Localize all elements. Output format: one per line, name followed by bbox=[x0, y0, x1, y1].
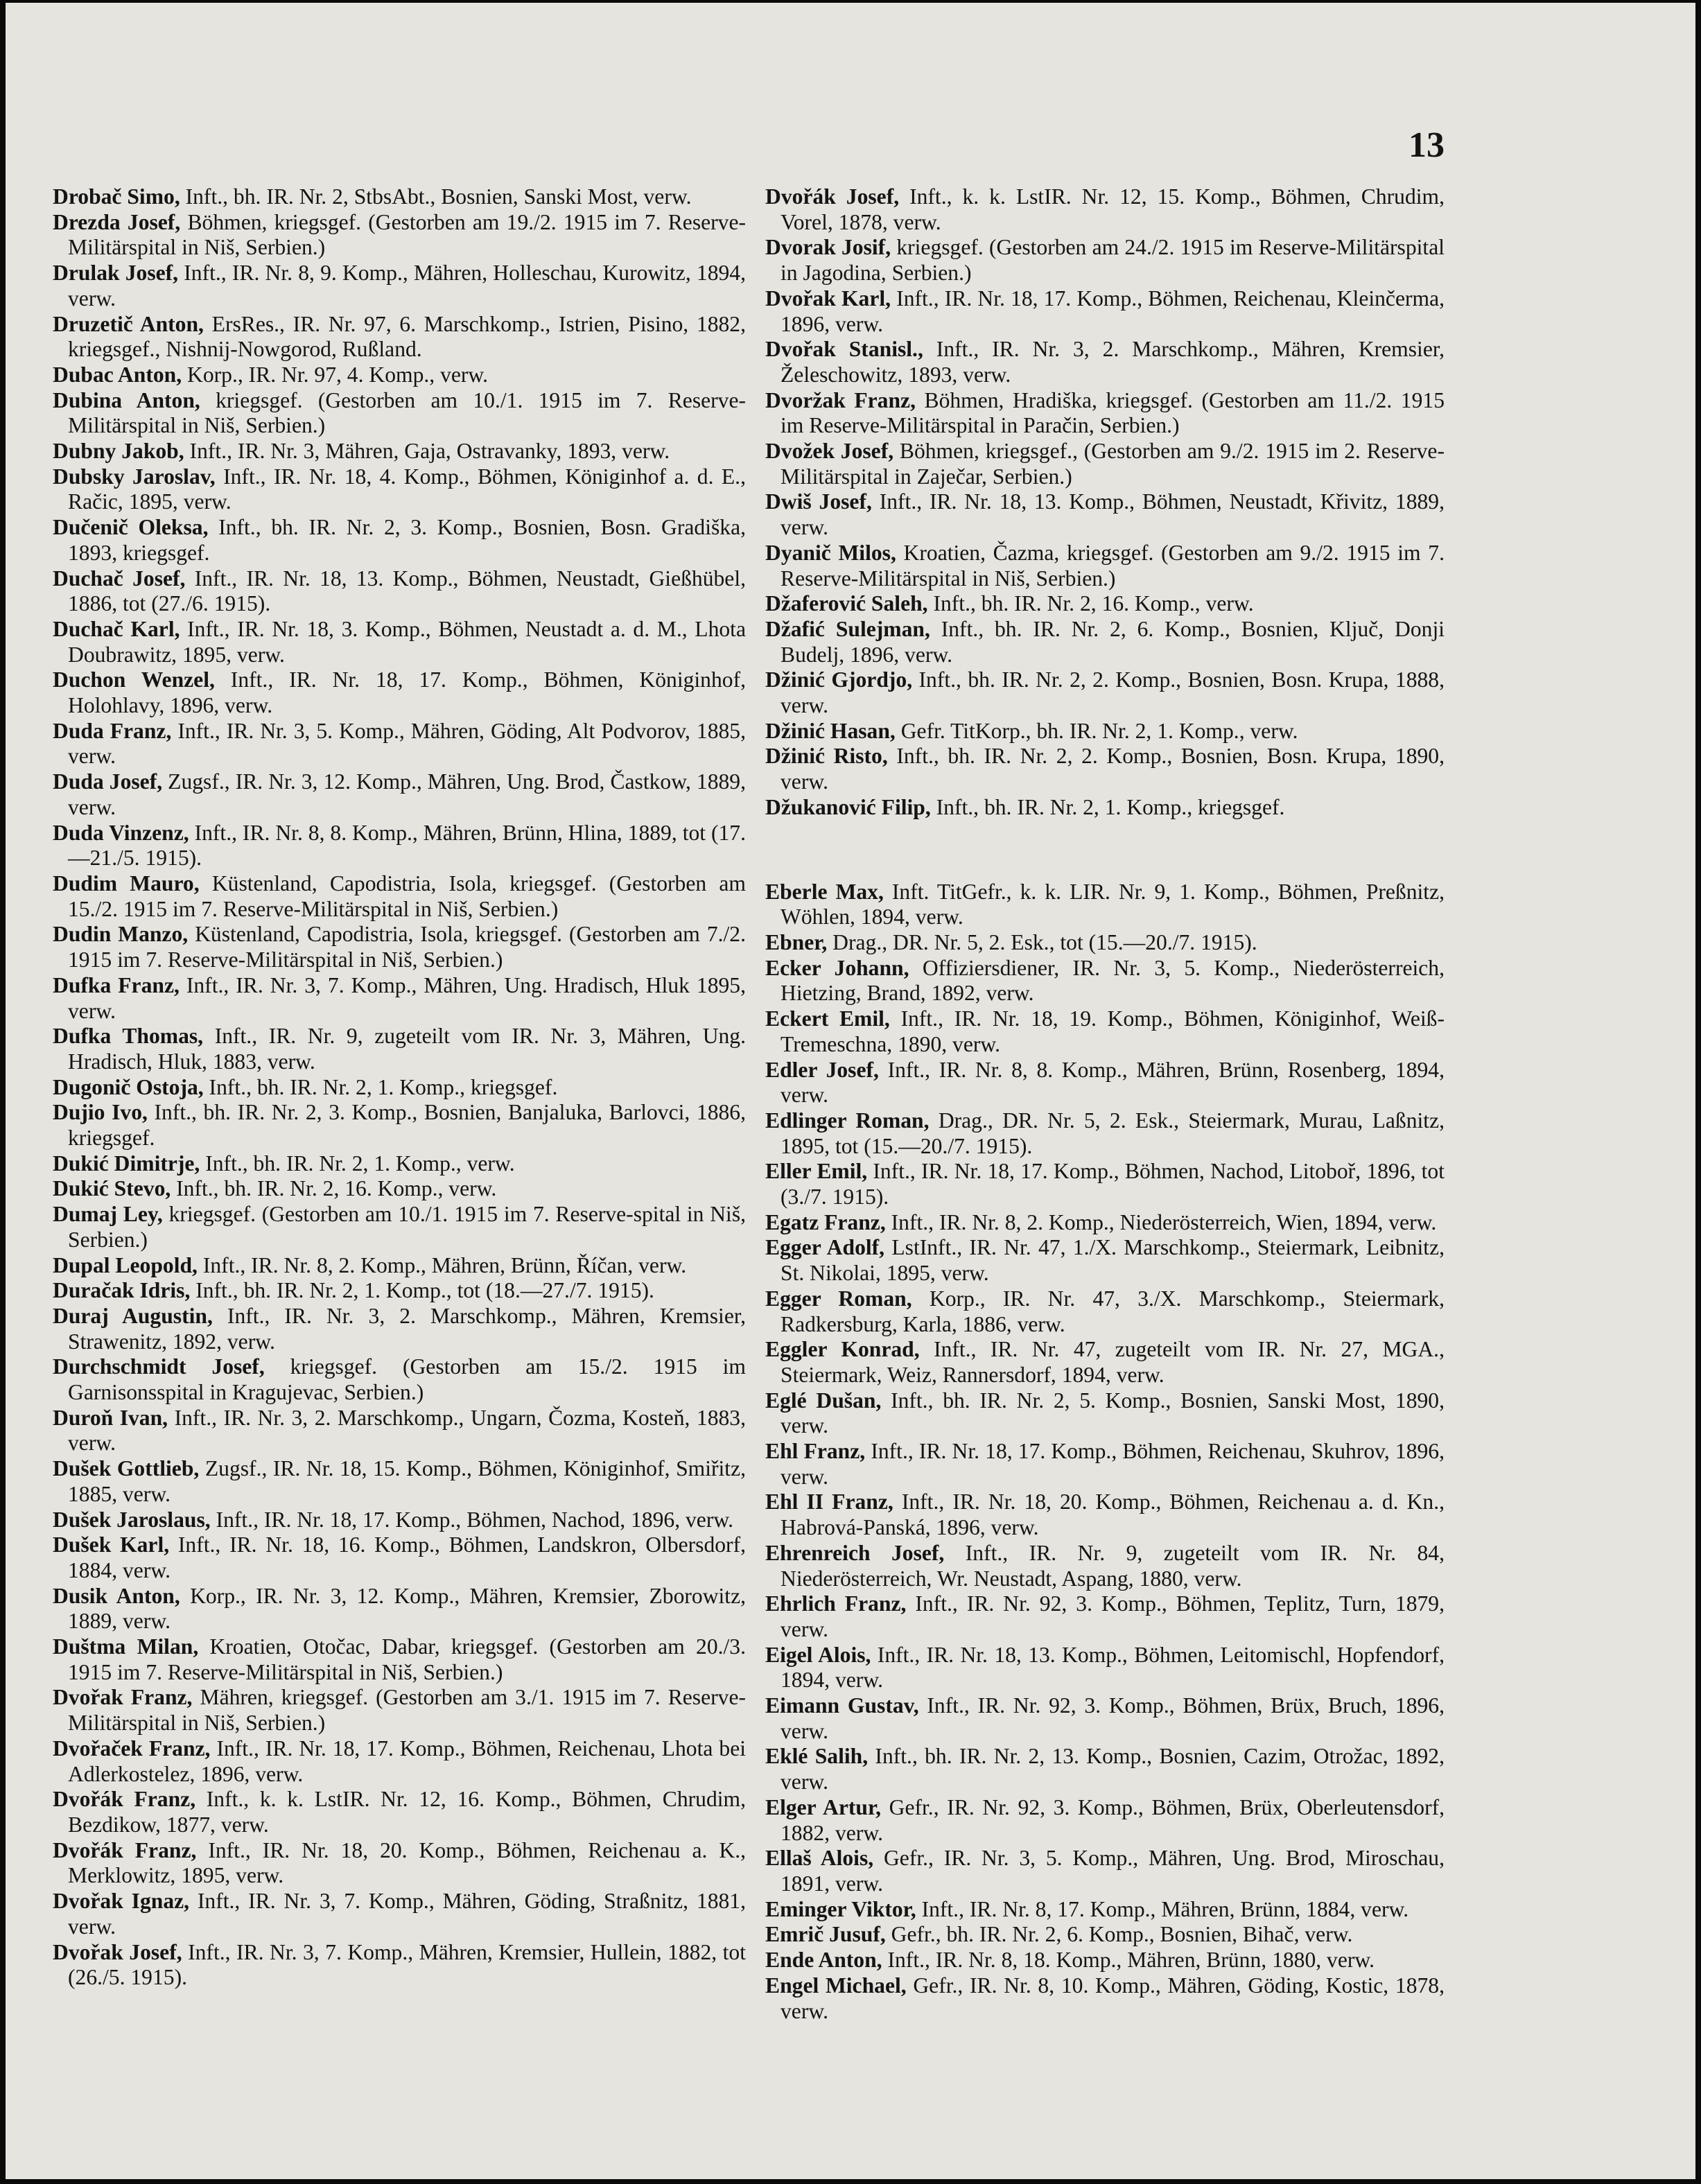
register-entry bbox=[765, 1693, 1445, 1744]
entry-details: Inft., IR. Nr. 18, 17. Komp., Böhmen, Königinhof, Holohlavy, 1896, verw. bbox=[68, 667, 746, 718]
entry-details: Inft., IR. Nr. 3, 2. Marschkomp., Mähren, Kremsier, Strawenitz, 1892, verw. bbox=[68, 1303, 747, 1354]
entry-name: Duchač Josef, bbox=[53, 566, 186, 591]
entry-details: Inft., IR. Nr. 18, 17. Komp., Böhmen, Reichenau, Skuhrov, 1896, verw. bbox=[780, 1439, 1445, 1489]
entry-details: Inft., IR. Nr. 92, 3. Komp., Böhmen, Brüx, Bruch, 1896, verw. bbox=[780, 1693, 1445, 1743]
entry-details: Inft., IR. Nr. 8, 18. Komp., Mähren, Brünn, 1880, verw. bbox=[882, 1948, 1375, 1973]
entry-name: Eckert Emil, bbox=[765, 1006, 890, 1031]
entry-details: Inft., IR. Nr. 8, 8. Komp., Mähren, Brünn, Rosenberg, 1894, verw. bbox=[780, 1057, 1445, 1108]
entry-details: Böhmen, Hradiška, kriegsgef. (Gestorben am 11./2. 1915 im Reserve-Militärspital in Paračin, Serbien.) bbox=[780, 387, 1445, 438]
entry-name: Durchschmidt Josef, bbox=[53, 1354, 265, 1379]
entry-name: Elger Artur, bbox=[765, 1794, 881, 1819]
register-entry bbox=[53, 667, 746, 718]
register-entry bbox=[53, 1202, 746, 1252]
entry-details: Inft., bh. IR. Nr. 2, StbsAbt., Bosnien, Sanski Most, verw. bbox=[180, 184, 692, 209]
entry-details: Inft., k. k. LstIR. Nr. 12, 16. Komp., Böhmen, Chrudim, Bezdikow, 1877, verw. bbox=[68, 1787, 746, 1837]
entry-name: Edlinger Roman, bbox=[765, 1108, 930, 1133]
register-entry bbox=[53, 922, 746, 972]
entry-name: Dyanič Milos, bbox=[765, 540, 896, 565]
register-entry bbox=[765, 235, 1445, 286]
entry-details: Inft., IR. Nr. 8, 8. Komp., Mähren, Brünn, Hlina, 1889, tot (17.—21./5. 1915). bbox=[68, 820, 746, 871]
register-entry bbox=[53, 1787, 746, 1837]
register-entry bbox=[765, 1337, 1445, 1388]
entry-details: kriegsgef. (Gestorben am 10./1. 1915 im 7. Reserve-spital in Niš, Serbien.) bbox=[68, 1202, 747, 1252]
entry-details: Inft., IR. Nr. 3, 7. Komp., Mähren, Kremsier, Hullein, 1882, tot (26./5. 1915). bbox=[68, 1939, 747, 1990]
register-entry bbox=[53, 1100, 746, 1151]
register-entry bbox=[53, 1532, 746, 1583]
entry-name: Duraj Augustin, bbox=[53, 1303, 213, 1328]
right-column-d-section bbox=[765, 184, 1445, 821]
register-entry bbox=[765, 744, 1445, 794]
entry-details: Inft., IR. Nr. 18, 13. Komp., Böhmen, Neustadt, Gießhübel, 1886, tot (27./6. 1915). bbox=[68, 566, 746, 616]
entry-details: Inft., bh. IR. Nr. 2, 5. Komp., Bosnien, Sanski Most, 1890, verw. bbox=[780, 1388, 1445, 1438]
entry-details: Inft., IR. Nr. 3, 7. Komp., Mähren, Ung. Hradisch, Hluk 1895, verw. bbox=[68, 972, 746, 1023]
entry-name: Dučenič Oleksa, bbox=[53, 515, 209, 540]
entry-details: Inft., IR. Nr. 18, 17. Komp., Böhmen, Nachod, 1896, verw. bbox=[210, 1507, 734, 1532]
entry-details: Inft., bh. IR. Nr. 2, 6. Komp., Bosnien, Ključ, Donji Budelj, 1896, verw. bbox=[780, 616, 1445, 667]
entry-name: Dvořak Karl, bbox=[765, 286, 891, 311]
entry-details: Inft., IR. Nr. 3, 2. Marschkomp., Ungarn, Čozma, Kosteň, 1883, verw. bbox=[68, 1405, 746, 1456]
entry-details: Inft., IR. Nr. 18, 20. Komp., Böhmen, Reichenau a. d. Kn., Habrová-Panská, 1896, verw. bbox=[780, 1490, 1445, 1540]
register-entry bbox=[53, 1838, 746, 1889]
entry-name: Džukanović Filip, bbox=[765, 794, 931, 819]
register-entry bbox=[765, 1897, 1445, 1923]
entry-details: Küstenland, Capodistria, Isola, kriegsgef. (Gestorben am 7./2. 1915 im 7. Reserve-Militärspital in Niš, Serbien.) bbox=[68, 922, 746, 972]
register-entry bbox=[765, 1490, 1445, 1540]
entry-name: Dupal Leopold, bbox=[53, 1252, 198, 1277]
entry-name: Dwiš Josef, bbox=[765, 489, 872, 514]
entry-details: Inft., bh. IR. Nr. 2, 1. Komp., kriegsgef. bbox=[203, 1074, 558, 1099]
register-entry bbox=[765, 1922, 1445, 1948]
entry-name: Dušek Karl, bbox=[53, 1532, 170, 1557]
entry-name: Eller Emil, bbox=[765, 1159, 868, 1184]
register-entry bbox=[765, 617, 1445, 667]
entry-name: Dušek Jaroslaus, bbox=[53, 1507, 211, 1532]
entry-details: Inft., IR. Nr. 8, 17. Komp., Mähren, Brünn, 1884, verw. bbox=[916, 1896, 1409, 1921]
register-entry bbox=[765, 1108, 1445, 1159]
entry-name: Ellaš Alois, bbox=[765, 1846, 874, 1871]
entry-details: Inft., IR. Nr. 3, 5. Komp., Mähren, Göding, Alt Podvorov, 1885, verw. bbox=[68, 718, 747, 769]
register-entry bbox=[765, 1286, 1445, 1337]
register-entry bbox=[53, 566, 746, 617]
entry-details: Inft., bh. IR. Nr. 2, 1. Komp., verw. bbox=[200, 1151, 515, 1176]
entry-name: Druzetič Anton, bbox=[53, 311, 204, 336]
register-entry bbox=[765, 1388, 1445, 1439]
left-column bbox=[53, 184, 746, 1991]
entry-name: Edler Josef, bbox=[765, 1057, 879, 1082]
entry-name: Dubsky Jaroslav, bbox=[53, 464, 216, 489]
register-entry bbox=[53, 1685, 746, 1736]
register-entry bbox=[53, 439, 746, 464]
register-entry bbox=[53, 1456, 746, 1507]
entry-details: Kroatien, Otočac, Dabar, kriegsgef. (Gestorben am 20./3. 1915 im 7. Reserve-Militärspital in Niš, Serbien.) bbox=[68, 1634, 746, 1684]
entry-name: Eklé Salih, bbox=[765, 1744, 869, 1769]
entry-name: Dvožek Josef, bbox=[765, 439, 894, 464]
register-entry bbox=[53, 1584, 746, 1634]
entry-details: kriegsgef. (Gestorben am 24./2. 1915 im Reserve-Militärspital in Jagodina, Serbien.) bbox=[780, 235, 1445, 286]
register-entry bbox=[53, 515, 746, 566]
entry-name: Ehrenreich Josef, bbox=[765, 1540, 945, 1565]
entry-details: Mähren, kriegsgef. (Gestorben am 3./1. 1915 im 7. Reserve-Militärspital in Niš, Serbien.) bbox=[68, 1685, 746, 1736]
entry-name: Egger Adolf, bbox=[765, 1235, 885, 1260]
entry-details: Inft., bh. IR. Nr. 2, 2. Komp., Bosnien, Bosn. Krupa, 1888, verw. bbox=[780, 667, 1445, 718]
entry-details: Inft., bh. IR. Nr. 2, 1. Komp., kriegsgef. bbox=[930, 794, 1285, 819]
entry-details: Inft., IR. Nr. 18, 13. Komp., Böhmen, Leitomischl, Hopfendorf, 1894, verw. bbox=[780, 1642, 1445, 1693]
register-entry bbox=[53, 719, 746, 769]
entry-details: Kroatien, Čazma, kriegsgef. (Gestorben am 9./2. 1915 im 7. Reserve-Militärspital in Niš, Serbien.) bbox=[780, 540, 1445, 591]
register-entry bbox=[53, 1024, 746, 1074]
entry-details: Inft., IR. Nr. 18, 17. Komp., Böhmen, Reichenau, Lhota bei Adlerkostelez, 1896, verw. bbox=[68, 1736, 746, 1786]
register-entry bbox=[53, 1889, 746, 1939]
register-entry bbox=[765, 541, 1445, 591]
entry-details: Inft., IR. Nr. 8, 9. Komp., Mähren, Holleschau, Kurowitz, 1894, verw. bbox=[68, 261, 746, 311]
entry-details: Inft., IR. Nr. 8, 2. Komp., Mähren, Brünn, Říčan, verw. bbox=[197, 1252, 687, 1277]
entry-name: Eberle Max, bbox=[765, 879, 884, 904]
register-entry bbox=[53, 1508, 746, 1533]
entry-name: Ecker Johann, bbox=[765, 955, 909, 980]
register-entry bbox=[765, 1795, 1445, 1846]
register-entry bbox=[765, 591, 1445, 617]
register-entry bbox=[53, 1253, 746, 1279]
entry-name: Ehrlich Franz, bbox=[765, 1591, 907, 1616]
entry-details: Offiziersdiener, IR. Nr. 3, 5. Komp., Niederösterreich, Hietzing, Brand, 1892, verw. bbox=[780, 955, 1445, 1006]
document-page bbox=[6, 3, 1695, 2179]
register-entry bbox=[765, 930, 1445, 956]
entry-details: Drag., DR. Nr. 5, 2. Esk., tot (15.—20./7. 1915). bbox=[827, 929, 1257, 954]
entry-details: Inft., bh. IR. Nr. 2, 16. Komp., verw. bbox=[171, 1176, 497, 1201]
register-entry bbox=[53, 1278, 746, 1304]
entry-details: Gefr., IR. Nr. 92, 3. Komp., Böhmen, Brüx, Oberleutensdorf, 1882, verw. bbox=[780, 1794, 1445, 1845]
entry-name: Dudim Mauro, bbox=[53, 871, 200, 896]
entry-details: Böhmen, kriegsgef. (Gestorben am 19./2. 1915 im 7. Reserve-Militärspital in Niš, Serbien.) bbox=[68, 209, 746, 260]
entry-details: Inft., IR. Nr. 18, 19. Komp., Böhmen, Königinhof, Weiß-Tremeschna, 1890, verw. bbox=[780, 1006, 1445, 1056]
register-entry bbox=[53, 821, 746, 871]
entry-details: Gefr. TitKorp., bh. IR. Nr. 2, 1. Komp., verw. bbox=[895, 718, 1298, 743]
entry-name: Engel Michael, bbox=[765, 1973, 907, 1998]
register-entry bbox=[765, 1846, 1445, 1896]
register-entry bbox=[53, 1304, 746, 1354]
entry-details: Inft., bh. IR. Nr. 2, 13. Komp., Bosnien, Cazim, Otrožac, 1892, verw. bbox=[780, 1744, 1445, 1794]
entry-name: Džaferović Saleh, bbox=[765, 591, 928, 616]
entry-name: Dvořaček Franz, bbox=[53, 1736, 211, 1761]
entry-name: Egatz Franz, bbox=[765, 1209, 886, 1234]
entry-name: Duračak Idris, bbox=[53, 1278, 191, 1303]
register-entry bbox=[53, 1406, 746, 1456]
entry-name: Dvoržak Franz, bbox=[765, 387, 916, 412]
register-entry bbox=[765, 1159, 1445, 1209]
section-gap bbox=[765, 821, 1445, 880]
register-entry bbox=[765, 1744, 1445, 1794]
register-entry bbox=[765, 1210, 1445, 1236]
register-entry bbox=[53, 312, 746, 362]
entry-name: Dvorak Josif, bbox=[765, 235, 891, 260]
entry-name: Dubny Jakob, bbox=[53, 439, 184, 464]
page-number: 13 bbox=[1408, 125, 1445, 165]
entry-name: Eimann Gustav, bbox=[765, 1693, 919, 1718]
right-column bbox=[765, 184, 1445, 2024]
entry-details: Inft., bh. IR. Nr. 2, 3. Komp., Bosnien, Bosn. Gradiška, 1893, kriegsgef. bbox=[68, 515, 747, 565]
register-entry bbox=[53, 362, 746, 388]
register-entry bbox=[53, 388, 746, 439]
entry-name: Dvořák Franz, bbox=[53, 1787, 196, 1812]
register-entry bbox=[53, 973, 746, 1024]
entry-name: Duštma Milan, bbox=[53, 1634, 199, 1659]
entry-name: Egger Roman, bbox=[765, 1286, 912, 1311]
register-entry bbox=[765, 1058, 1445, 1108]
entry-name: Eminger Viktor, bbox=[765, 1896, 916, 1921]
entry-name: Dušek Gottlieb, bbox=[53, 1456, 200, 1481]
entry-details: Inft., IR. Nr. 18, 3. Komp., Böhmen, Neustadt a. d. M., Lhota Doubrawitz, 1895, verw. bbox=[68, 616, 746, 667]
entry-name: Ebner, bbox=[765, 929, 828, 954]
entry-details: Inft., IR. Nr. 9, zugeteilt vom IR. Nr. 3, Mähren, Ung. Hradisch, Hluk, 1883, verw. bbox=[68, 1024, 746, 1074]
register-entry bbox=[765, 956, 1445, 1006]
entry-name: Ehl Franz, bbox=[765, 1439, 866, 1464]
entry-name: Drobač Simo, bbox=[53, 184, 180, 209]
entry-name: Duchač Karl, bbox=[53, 616, 180, 641]
entry-name: Dudin Manzo, bbox=[53, 922, 189, 947]
entry-name: Džinić Gjordjo, bbox=[765, 667, 913, 692]
register-entry bbox=[53, 1075, 746, 1101]
entry-details: Inft. TitGefr., k. k. LIR. Nr. 9, 1. Komp., Böhmen, Preßnitz, Wöhlen, 1894, verw. bbox=[780, 879, 1445, 929]
entry-details: Zugsf., IR. Nr. 3, 12. Komp., Mähren, Ung. Brod, Častkow, 1889, verw. bbox=[68, 769, 746, 819]
register-entry bbox=[765, 1006, 1445, 1057]
entry-details: Inft., IR. Nr. 3, Mähren, Gaja, Ostravanky, 1893, verw. bbox=[184, 439, 670, 464]
entry-details: Inft., IR. Nr. 8, 2. Komp., Niederösterreich, Wien, 1894, verw. bbox=[885, 1209, 1437, 1234]
entry-details: Zugsf., IR. Nr. 18, 15. Komp., Böhmen, Königinhof, Smiřitz, 1885, verw. bbox=[68, 1456, 746, 1506]
register-entry bbox=[53, 1736, 746, 1787]
register-entry bbox=[53, 1151, 746, 1177]
entry-details: Gefr., IR. Nr. 3, 5. Komp., Mähren, Ung. Brod, Miroschau, 1891, verw. bbox=[780, 1846, 1445, 1896]
register-entry bbox=[53, 210, 746, 261]
entry-name: Dubac Anton, bbox=[53, 362, 182, 387]
entry-name: Dvořak Ignaz, bbox=[53, 1889, 190, 1914]
entry-details: ErsRes., IR. Nr. 97, 6. Marschkomp., Istrien, Pisino, 1882, kriegsgef., Nishnij-Nowgorod, Rußland. bbox=[68, 311, 747, 362]
entry-details: Korp., IR. Nr. 3, 12. Komp., Mähren, Kremsier, Zborowitz, 1889, verw. bbox=[68, 1583, 746, 1634]
register-entry bbox=[765, 1439, 1445, 1490]
entry-details: Inft., IR. Nr. 18, 13. Komp., Böhmen, Neustadt, Křivitz, 1889, verw. bbox=[780, 489, 1445, 540]
entry-name: Dukić Dimitrje, bbox=[53, 1151, 200, 1176]
register-entry bbox=[765, 795, 1445, 821]
entry-name: Emrič Jusuf, bbox=[765, 1922, 886, 1947]
entry-name: Dusik Anton, bbox=[53, 1583, 180, 1608]
entry-details: Korp., IR. Nr. 97, 4. Komp., verw. bbox=[182, 362, 489, 387]
entry-name: Džinić Hasan, bbox=[765, 718, 896, 743]
register-entry bbox=[765, 880, 1445, 930]
entry-details: Küstenland, Capodistria, Isola, kriegsgef. (Gestorben am 15./2. 1915 im 7. Reserve-Militärspital in Niš, Serbien.) bbox=[68, 871, 746, 921]
entry-name: Duchon Wenzel, bbox=[53, 667, 215, 692]
entry-details: Inft., IR. Nr. 92, 3. Komp., Böhmen, Teplitz, Turn, 1879, verw. bbox=[780, 1591, 1445, 1641]
register-entry bbox=[765, 1973, 1445, 2024]
right-column-e-section bbox=[765, 880, 1445, 2025]
entry-name: Duda Franz, bbox=[53, 718, 172, 743]
register-entry bbox=[53, 464, 746, 515]
entry-name: Dufka Franz, bbox=[53, 972, 180, 997]
entry-details: Inft., IR. Nr. 9, zugeteilt vom IR. Nr. 84, Niederösterreich, Wr. Neustadt, Aspang, 1880, verw. bbox=[780, 1540, 1445, 1591]
entry-details: Gefr., IR. Nr. 8, 10. Komp., Mähren, Göding, Kostic, 1878, verw. bbox=[780, 1973, 1445, 2023]
entry-name: Eglé Dušan, bbox=[765, 1388, 882, 1413]
entry-details: Böhmen, kriegsgef., (Gestorben am 9./2. 1915 im 2. Reserve-Militärspital in Zaječar, Serbien.) bbox=[780, 439, 1445, 489]
entry-details: Inft., k. k. LstIR. Nr. 12, 15. Komp., Böhmen, Chrudim, Vorel, 1878, verw. bbox=[780, 184, 1445, 234]
entry-details: Inft., bh. IR. Nr. 2, 1. Komp., tot (18.—27./7. 1915). bbox=[190, 1278, 654, 1303]
register-entry bbox=[53, 1176, 746, 1202]
entry-name: Dujio Ivo, bbox=[53, 1100, 148, 1125]
entry-name: Dukić Stevo, bbox=[53, 1176, 171, 1201]
entry-name: Ehl II Franz, bbox=[765, 1490, 893, 1514]
register-entry bbox=[765, 667, 1445, 718]
entry-details: Inft., IR. Nr. 18, 4. Komp., Böhmen, Königinhof a. d. E., Račic, 1895, verw. bbox=[68, 464, 746, 514]
entry-name: Džinić Risto, bbox=[765, 744, 888, 769]
entry-name: Dvořak Stanisl., bbox=[765, 337, 923, 362]
entry-details: LstInft., IR. Nr. 47, 1./X. Marschkomp., Steiermark, Leibnitz, St. Nikolai, 1895, verw. bbox=[780, 1235, 1445, 1286]
entry-name: Duroň Ivan, bbox=[53, 1405, 168, 1430]
entry-name: Dvořák Franz, bbox=[53, 1837, 197, 1862]
register-entry bbox=[53, 1940, 746, 1991]
entry-details: kriegsgef. (Gestorben am 10./1. 1915 im 7. Reserve-Militärspital in Niš, Serbien.) bbox=[68, 387, 747, 438]
register-entry bbox=[53, 1354, 746, 1405]
entry-name: Dvořak Josef, bbox=[53, 1939, 182, 1964]
entry-details: Inft., IR. Nr. 3, 2. Marschkomp., Mähren, Kremsier, Želeschowitz, 1893, verw. bbox=[780, 337, 1445, 387]
entry-name: Duda Josef, bbox=[53, 769, 163, 794]
entry-details: Drag., DR. Nr. 5, 2. Esk., Steiermark, Murau, Laßnitz, 1895, tot (15.—20./7. 1915). bbox=[780, 1108, 1445, 1158]
register-entry bbox=[765, 1541, 1445, 1591]
register-entry bbox=[53, 617, 746, 667]
register-entry bbox=[53, 1634, 746, 1685]
register-entry bbox=[53, 871, 746, 922]
entry-details: Inft., IR. Nr. 47, zugeteilt vom IR. Nr. 27, MGA., Steiermark, Weiz, Rannersdorf, 1894, verw. bbox=[780, 1337, 1445, 1387]
register-entry bbox=[765, 1643, 1445, 1693]
register-entry bbox=[765, 1948, 1445, 1973]
register-entry bbox=[765, 184, 1445, 235]
entry-name: Duda Vinzenz, bbox=[53, 820, 189, 845]
entry-name: Dufka Thomas, bbox=[53, 1024, 204, 1049]
register-entry bbox=[765, 719, 1445, 744]
register-entry bbox=[765, 1235, 1445, 1286]
entry-details: kriegsgef. (Gestorben am 15./2. 1915 im Garnisonsspital in Kragujevac, Serbien.) bbox=[68, 1354, 746, 1405]
entry-details: Korp., IR. Nr. 47, 3./X. Marschkomp., Steiermark, Radkersburg, Karla, 1886, verw. bbox=[780, 1286, 1445, 1336]
entry-name: Eigel Alois, bbox=[765, 1642, 871, 1667]
entry-details: Inft., IR. Nr. 18, 17. Komp., Böhmen, Nachod, Litoboř, 1896, tot (3./7. 1915). bbox=[780, 1159, 1445, 1209]
register-entry bbox=[765, 388, 1445, 439]
entry-details: Inft., IR. Nr. 3, 7. Komp., Mähren, Göding, Straßnitz, 1881, verw. bbox=[68, 1889, 746, 1939]
entry-details: Inft., IR. Nr. 18, 20. Komp., Böhmen, Reichenau a. K., Merklowitz, 1895, verw. bbox=[68, 1837, 746, 1888]
entry-details: Inft., bh. IR. Nr. 2, 2. Komp., Bosnien, Bosn. Krupa, 1890, verw. bbox=[780, 744, 1445, 794]
entry-name: Džafić Sulejman, bbox=[765, 616, 930, 641]
entry-name: Drulak Josef, bbox=[53, 261, 179, 286]
entry-name: Dvořak Franz, bbox=[53, 1685, 193, 1710]
register-entry bbox=[53, 769, 746, 820]
register-entry bbox=[765, 1591, 1445, 1642]
entry-name: Eggler Konrad, bbox=[765, 1337, 920, 1362]
register-entry bbox=[53, 184, 746, 210]
entry-name: Drezda Josef, bbox=[53, 209, 181, 234]
entry-details: Inft., IR. Nr. 18, 16. Komp., Böhmen, Landskron, Olbersdorf, 1884, verw. bbox=[68, 1532, 746, 1582]
register-entry bbox=[765, 286, 1445, 337]
entry-details: Inft., bh. IR. Nr. 2, 16. Komp., verw. bbox=[927, 591, 1254, 616]
register-entry bbox=[765, 337, 1445, 387]
register-entry bbox=[53, 261, 746, 311]
entry-name: Dumaj Ley, bbox=[53, 1202, 163, 1227]
entry-name: Dvořák Josef, bbox=[765, 184, 900, 209]
entry-details: Gefr., bh. IR. Nr. 2, 6. Komp., Bosnien, Bihač, verw. bbox=[885, 1922, 1353, 1947]
register-entry bbox=[765, 439, 1445, 489]
entry-name: Dubina Anton, bbox=[53, 387, 200, 412]
entry-name: Dugonič Ostoja, bbox=[53, 1074, 204, 1099]
entry-name: Ende Anton, bbox=[765, 1948, 882, 1973]
entry-details: Inft., IR. Nr. 18, 17. Komp., Böhmen, Reichenau, Kleinčerma, 1896, verw. bbox=[780, 286, 1445, 336]
register-entry bbox=[765, 489, 1445, 540]
entry-details: Inft., bh. IR. Nr. 2, 3. Komp., Bosnien, Banjaluka, Barlovci, 1886, kriegsgef. bbox=[68, 1100, 746, 1151]
